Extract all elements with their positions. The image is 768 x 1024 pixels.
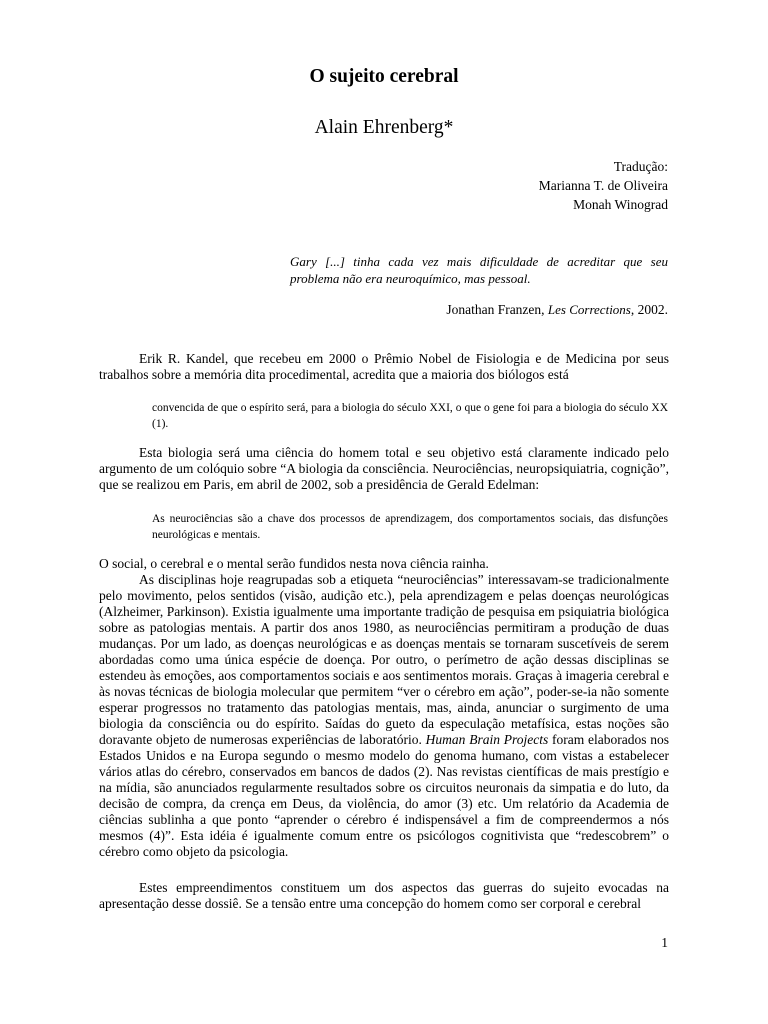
block-quote: convencida de que o espírito será, para a biologia do século XXI, o que o gene foi para a biologia do século XX (1). [152, 402, 668, 430]
epigraph-work: Les Corrections [547, 302, 631, 317]
author-name: Alain Ehrenberg* [314, 117, 454, 138]
paragraph [99, 880, 669, 912]
paragraph-text: Estes empreendimentos constituem um dos aspectos das guerras do sujeito evocadas na apresentação desse dossiê. Se a tensão entre uma concepção do homem como ser corporal e cerebral [99, 880, 669, 911]
paragraph-text: Esta biologia será uma ciência do homem total e seu objetivo está claramente indicado pelo argumento de um colóquio sobre “A biologia da consciência. Neurociências, neuropsiquiatria, cognição”, que se realizou em Paris, em abril de 2002, sob a presidência de Gerald Edelman: [99, 445, 669, 492]
italic-term: Human Brain Projects [425, 732, 549, 747]
translator-name: Monah Winograd [573, 197, 668, 212]
paragraph: O social, o cerebral e o mental serão fundidos nesta nova ciência rainha. [99, 556, 489, 571]
translator-name: Marianna T. de Oliveira [538, 178, 668, 193]
page-number: 1 [661, 935, 668, 950]
epigraph-author: Jonathan Franzen, [446, 302, 545, 317]
paragraph-text: Erik R. Kandel, que recebeu em 2000 o Prêmio Nobel de Fisiologia e de Medicina por seus trabalhos sobre a memória dita procedimental, acredita que a maioria dos biólogos está [99, 351, 669, 382]
epigraph-text: Gary [...] tinha cada vez mais dificuldade de acreditar que seu problema não era neuroquímico, mas pessoal. [290, 254, 668, 286]
paragraph [99, 445, 669, 493]
translation-label: Tradução: [613, 159, 668, 174]
epigraph-source [446, 302, 668, 318]
paragraph [99, 572, 669, 860]
block-quote: As neurociências são a chave dos processos de aprendizagem, dos comportamentos sociais, das disfunções neurológicas e mentais. [152, 513, 668, 541]
translation-credits [539, 157, 668, 214]
paragraph-text: foram elaborados nos Estados Unidos e na Europa segundo o mesmo modelo do genoma humano, com vistas a estabelecer vários atlas do cérebro, conservados em bancos de dados (2). Nas revistas científicas de mais prestígio e na mídia, são anunciados regularmente resultados sobre os circuitos neuronais da simpatia e do luto, da decisão de compra, da crença em Deus, da violência, do amor (3) etc. Um relatório da Academia de ciências sublinha a que ponto “aprender o cérebro é indispensável a fim de compreendermos a nós mesmos (4)”. Esta idéia é igualmente comum entre os psicólogos cognitivista que “redescobrem” o cérebro como objeto da psicologia. [99, 732, 670, 859]
page-title: O sujeito cerebral [309, 66, 459, 87]
epigraph-year: , 2002. [630, 302, 668, 317]
paragraph-text: As disciplinas hoje reagrupadas sob a etiqueta “neurociências” interessavam-se tradicionalmente pelo movimento, pelos sentidos (visão, audição etc.), pela aprendizagem e pelas doenças neurológicas (Alzheimer, Parkinson). Existia igualmente uma importante tradição de pesquisa em psiquiatria biológica sobre as patologias mentais. A partir dos anos 1980, as neurociências permitiram a produção de duas mudanças. Por um lado, as doenças neurológicas e as doenças mentais se tornaram suscetíveis de serem abordadas como uma única espécie de doença. Por outro, o perímetro de ação dessas disciplinas se estendeu às emoções, aos comportamentos sociais e aos sentimentos morais. Graças à imageria cerebral e às novas técnicas de biologia molecular que permitem “ver o cérebro em ação”, poder-se-ia não somente esperar progressos no tratamento das patologias mentais, mas, ainda, anunciar o surgimento de uma biologia da consciência ou do espírito. Saídas do gueto da especulação metafísica, estas noções são doravante objeto de numerosas experiências de laboratório. [99, 572, 669, 747]
paragraph [99, 351, 669, 383]
